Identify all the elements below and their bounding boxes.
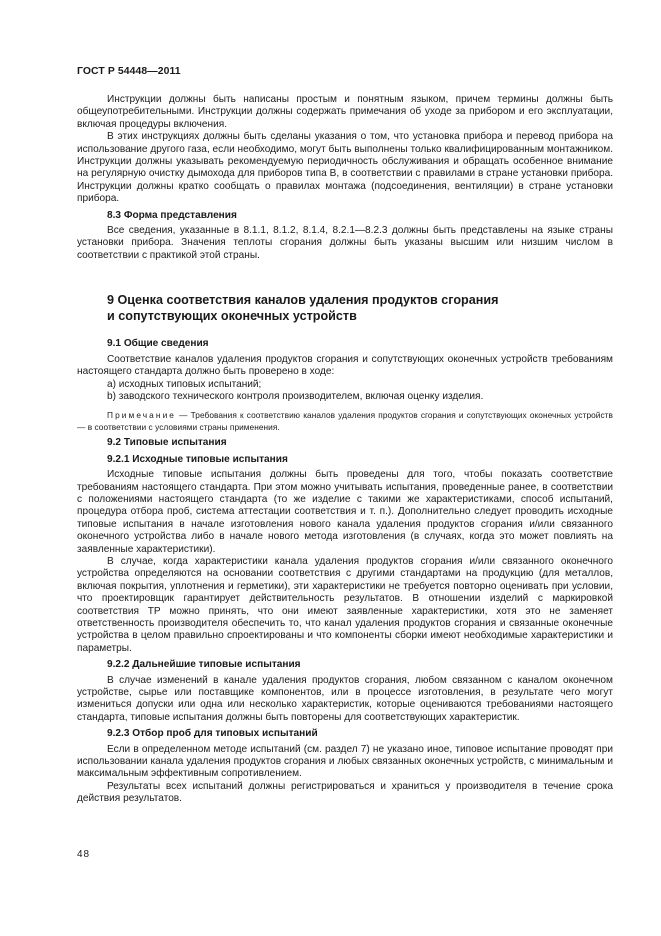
section-9-heading	[107, 292, 613, 324]
section-9-1-heading: 9.1 Общие сведения	[107, 338, 209, 350]
section-9-2-2-heading: 9.2.2 Дальнейшие типовые испытания	[107, 659, 301, 671]
section-9-1-note	[77, 410, 613, 433]
list-item-b: b) заводского технического контроля производителем, включая оценку изделия.	[107, 390, 484, 402]
running-header: ГОСТ Р 54448—2011	[77, 66, 181, 77]
section-9-heading-line-2: и сопутствующих оконечных устройств	[107, 309, 357, 324]
list-item-a: а) исходных типовых испытаний;	[107, 378, 262, 390]
section-9-heading-line-1: 9 Оценка соответствия каналов удаления продуктов сгорания	[107, 293, 499, 308]
section-9-1-paragraph: Соответствие каналов удаления продуктов сгорания и сопутствующих оконечных устройств требованиям настоящего стандарта должно быть проверено в ходе:	[77, 353, 613, 378]
page-body	[77, 94, 613, 806]
page-number: 48	[77, 849, 91, 860]
section-9-2-3-paragraph-1: Если в определенном методе испытаний (см. раздел 7) не указано иное, типовое испытание проводят при использовании канала удаления продуктов сгорания и любых связанных оконечных устройств, с минимальным и максимальным эффективным сопротивлением.	[77, 743, 613, 780]
section-9-2-3-heading: 9.2.3 Отбор проб для типовых испытаний	[107, 728, 318, 740]
section-9-2-heading: 9.2 Типовые испытания	[107, 437, 227, 449]
note-text: — Требования к соответствию каналов удаления продуктов сгорания и сопутствующих оконечных устройств — в соответствии с условиями страны применения.	[77, 410, 613, 432]
section-9-2-1-paragraph-1: Исходные типовые испытания должны быть проведены для того, чтобы показать соответствие требованиям настоящего стандарта. При этом можно учитывать испытания, проведенные ранее, в соответствии с положениями настоящего стандарта (то же изделие с такими же характеристиками, способ испытаний, процедура отбора проб, система аттестации соответствия и т. п.). Дополнительно следует проводить исходные типовые испытания в начале изготовления нового канала удаления продуктов сгорания и/или связанного оконечного устройства либо в начале нового метода изготовления (в случаях, когда это может повлиять на заявленные характеристики).	[77, 469, 613, 555]
section-9-2-1-heading: 9.2.1 Исходные типовые испытания	[107, 453, 288, 465]
section-8-3-paragraph: Все сведения, указанные в 8.1.1, 8.1.2, 8.1.4, 8.2.1—8.2.3 должны быть представлены на языке страны установки прибора. Значения теплоты сгорания должны быть указаны высшим или низшим числом в соответствии с практикой этой страны.	[77, 225, 613, 261]
instructions-paragraph-2: В этих инструкциях должны быть сделаны указания о том, что установка прибора и перевод прибора на использование другого газа, если необходимо, могут быть выполнены только квалифицированным монтажником. Инструкции должны указывать рекомендуемую периодичность обслуживания и обращать особенное внимание на регулярную очистку дымохода для приборов типа В, в соответствии с правилами в стране установки прибора. Инструкции должны кратко сообщать о правилах монтажа (подсоединения, вентиляции) в стране установки прибора.	[77, 131, 613, 205]
section-9-2-3-paragraph-2: Результаты всех испытаний должны регистрироваться и храниться у производителя в течение срока действия результатов.	[77, 780, 613, 805]
note-label: Примечание	[107, 410, 177, 421]
section-9-2-1-paragraph-2: В случае, когда характеристики канала удаления продуктов сгорания и/или связанного оконечного устройства определяются на основании соответствия с другими стандартами на продукцию (для металлов, включая покрытия, уплотнения и герметики), эти характеристики не требуется повторно оценивать при условии, что проектировщик гарантирует действительность результатов. В отношении изделий с маркировкой соответствия ТР можно принять, что они имеют заявленные характеристики, хотя это не заменяет ответственность производителя обеспечить то, что канал удаления продуктов сгорания и связанные оконечные устройства в целом правильно спроектированы и что компоненты сборки имеют необходимые характеристики и параметры.	[77, 555, 613, 654]
section-9-2-2-paragraph: В случае изменений в канале удаления продуктов сгорания, любом связанном с каналом оконечном устройстве, сырье или поставщике компонентов, или в процессе изготовления, в результате чего могут измениться допуски или одна или несколько характеристик, которые оцениваются требованиями настоящего стандарта, типовые испытания должны быть повторены для соответствующих характеристик.	[77, 674, 613, 723]
instructions-paragraph-1: Инструкции должны быть написаны простым и понятным языком, причем термины должны быть общеупотребительными. Инструкции должны содержать примечания об уходе за прибором и его эксплуатации, включая процедуры включения.	[77, 94, 613, 130]
section-8-3-heading: 8.3 Форма представления	[107, 209, 237, 221]
